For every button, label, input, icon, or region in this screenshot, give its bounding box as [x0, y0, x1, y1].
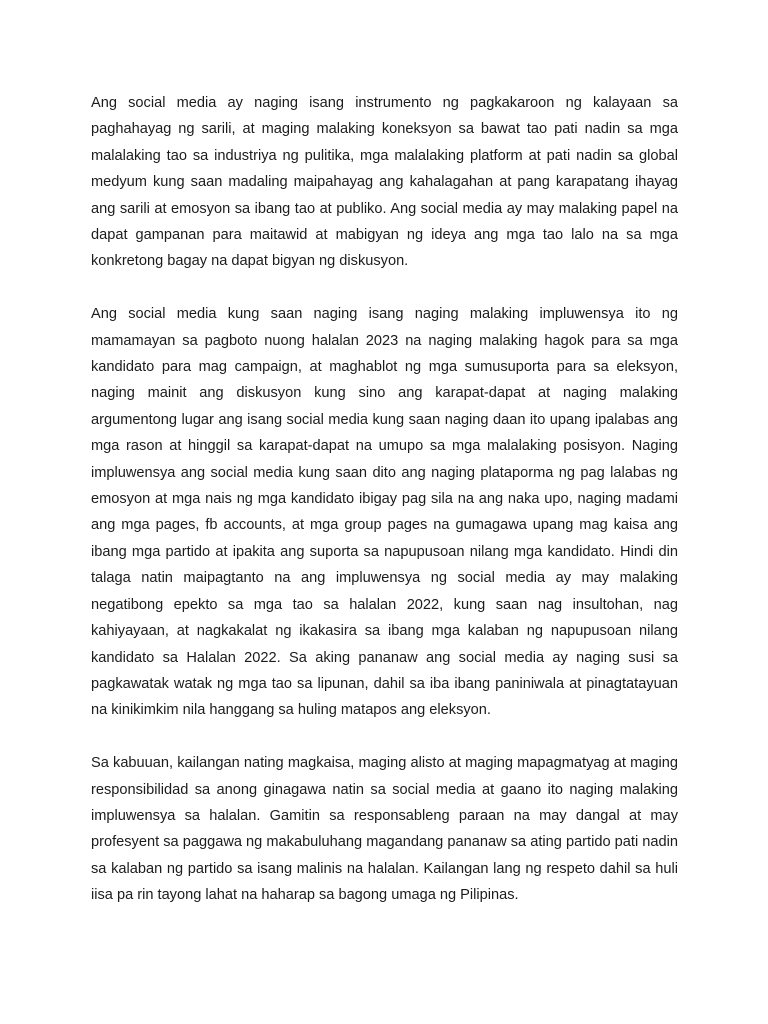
paragraph-3: Sa kabuuan, kailangan nating magkaisa, maging alisto at maging mapagmatyag at maging responsibilidad sa anong ginagawa natin sa social media at gaano ito naging malaking impluwensya sa halalan. Gamitin sa responsableng paraan na may dangal at may profesyent sa paggawa ng makabuluhang magandang pananaw sa ating partido pati nadin sa kalaban ng partido sa isang malinis na halalan. Kailangan lang ng respeto dahil sa huli iisa pa rin tayong lahat na haharap sa bagong umaga ng Pilipinas. — [91, 755, 678, 904]
document-body — [91, 90, 678, 935]
paragraph-2: Ang social media kung saan naging isang naging malaking impluwensya ito ng mamamayan sa pagboto nuong halalan 2023 na naging malaking hagok para sa mga kandidato para mag campaign, at maghablot ng mga sumusuporta para sa eleksyon, naging mainit ang diskusyon kung sino ang karapat-dapat at naging malaking argumentong lugar ang isang social media kung saan naging daan ito upang ipalabas ang mga rason at hinggil sa karapat-dapat na umupo sa mga malalaking posisyon. Naging impluwensya ang social media kung saan dito ang naging plataporma ng pag lalabas ng emosyon at mga nais ng mga kandidato ibigay pag sila na ang naka upo, naging madami ang mga pages, fb accounts, at mga group pages na gumagawa upang mag kaisa ang ibang mga partido at ipakita ang suporta sa napupusoan nilang mga kandidato. Hindi din talaga natin maipagtanto na ang impluwensya ng social media ay may malaking negatibong epekto sa mga tao sa halalan 2022, kung saan nag insultohan, nag kahiyayaan, at nagkakalat ng ikakasira sa ibang mga kalaban ng napupusoan nilang kandidato sa Halalan 2022. Sa aking pananaw ang social media ay naging susi sa pagkawatak watak ng mga tao sa lipunan, dahil sa iba ibang paniniwala at pinagtatayuan na kinikimkim nila hanggang sa huling matapos ang eleksyon. — [91, 306, 678, 719]
paragraph-1: Ang social media ay naging isang instrumento ng pagkakaroon ng kalayaan sa paghahayag ng sarili, at maging malaking koneksyon sa bawat tao pati nadin sa mga malalaking tao sa industriya ng pulitika, mga malalaking platform at pati nadin sa global medyum kung saan madaling maipahayag ang kahalagahan at pang karapatang ihayag ang sarili at emosyon sa ibang tao at publiko. Ang social media ay may malaking papel na dapat gampanan para maitawid at mabigyan ng ideya ang mga tao lalo na sa mga konkretong bagay na dapat bigyan ng diskusyon. — [91, 95, 678, 270]
